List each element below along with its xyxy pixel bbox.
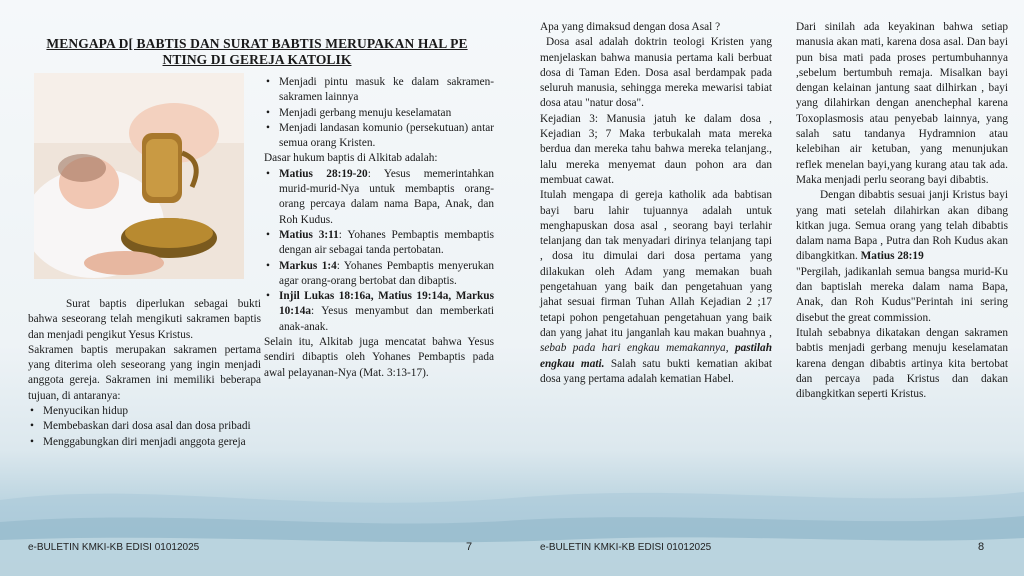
question-heading: Apa yang dimaksud dengan dosa Asal ? <box>540 21 721 33</box>
list-item <box>279 228 494 259</box>
list-item: • Menjadi pintu masuk ke dalam sakramen-sakramen lainnya <box>279 75 494 106</box>
list-item <box>279 167 494 228</box>
quote-italic: sebab pada hari engkau memakannya, <box>540 342 729 355</box>
list-item-text: : Yesus memerintahkan murid-murid-Nya untuk membaptis orang-orang percaya dalam nama Bapa, Anak, dan Roh Kudus. <box>279 167 494 226</box>
paragraph-text: Dengan dibabtis sesuai janji Kristus bayi yang mati setelah dilahirkan akan dibang kitkan juga. Semua orang yang telah dibabtis dalam nama Bapa , Putra dan Roh Kudus akan dibangkitkan. <box>796 189 1008 263</box>
scripture-reference: Matius 28:19 <box>860 250 924 263</box>
conclusion-paragraph: Itulah sebabnya dikatakan dengan sakramen babtis menjadi gerbang menuju keselamatan karena dengan dibabtis artinya kita bertobat dan percaya pada Kristus dan dakan dibangkitkan seperti Kristus. <box>796 326 1008 401</box>
list-item: • Menjadi gerbang menuju keselamatan <box>279 106 494 121</box>
list-item: • Membebaskan dari dosa asal dan dosa pribadi <box>43 419 261 434</box>
page-8 <box>512 0 1024 576</box>
great-commission-paragraph: "Pergilah, jadikanlah semua bangsa murid-Ku dan baptislah mereka dalam nama Bapa, Anak, dan Roh Kudus"Perintah ini sering disebut the great commission. <box>796 265 1008 324</box>
original-sin-paragraph: Dosa asal adalah doktrin teologi Kristen yang menjelaskan bahwa manusia pertama kali berbuat dosa di Taman Eden. Dosa asal berdampak pada seluruh manusia, sehingga mereka mewarisi tabiat dosa atau "natur dosa". <box>540 36 772 110</box>
list-item-text: : Yesus menyambut dan memberkati anak-anak. <box>279 305 494 333</box>
quote-bold-italic: pastilah engkau mati. <box>540 342 772 370</box>
intro-paragraph: Surat baptis diperlukan sebagai bukti bahwa seseorang telah mengikuti sakramen baptis dan menjadi pengikut Yesus Kristus. <box>28 298 261 341</box>
legal-basis-intro: Dasar hukum baptis di Alkitab adalah: <box>264 152 438 165</box>
left-column <box>540 20 772 387</box>
baby-baptism-photo <box>34 73 244 279</box>
paragraph-text: Itulah mengapa di gereja katholik ada babtisan bayi baru lahir tujuannya adalah untuk menghapuskan dosa asal , seorang bayi terlahir telanjang dan tak menyadari dirinya telanjang tapi , dosa itu dimulai dari dosa pertama yang dilakukan oleh Adam yang memakan buah pengetahuan yang baik dan pengetahuan yang jahat sesuai firman Tuhan Allah Kejadian 2 ;17 tetapi pohon pengetahuan pengetahuan yang baik dan yang jahat itu janganlah kau makan buahnya , <box>540 189 772 339</box>
right-column <box>264 75 494 381</box>
list-item <box>279 289 494 335</box>
footer-text: e-BULETIN KMKI-KB EDISI 01012025 <box>28 542 200 553</box>
scripture-reference: Matius 28:19-20 <box>279 167 368 180</box>
intro-column <box>28 297 261 450</box>
paragraph-text: Salah satu bukti kematian akibat dosa yang pertama adalah kematian Habel. <box>540 357 772 385</box>
list-item <box>279 259 494 290</box>
purpose-list-continued <box>264 75 494 151</box>
closing-paragraph: Selain itu, Alkitab juga mencatat bahwa Yesus sendiri dibaptis oleh Yohanes Pembaptis pada awal pelayanan-Nya (Mat. 3:13-17). <box>264 336 494 379</box>
scripture-reference: Injil Lukas 18:16a, Matius 19:14a, Markus 10:14a <box>279 290 494 318</box>
purpose-list <box>28 404 261 450</box>
scripture-reference: Markus 1:4 <box>279 259 337 272</box>
footer-text: e-BULETIN KMKI-KB EDISI 01012025 <box>540 542 712 553</box>
list-item: • Menjadi landasan komunio (persekutuan) antar semua orang Kristen. <box>279 121 494 152</box>
scripture-reference: Matius 3:11 <box>279 228 339 241</box>
article-title: MENGAPA D[ BABTIS DAN SURAT BABTIS MERUPAKAN HAL PE NTING DI GEREJA KATOLIK <box>46 36 468 67</box>
right-column <box>796 20 1008 402</box>
infant-baptism-paragraph <box>540 188 772 387</box>
legal-basis-list <box>264 167 494 335</box>
resurrection-paragraph <box>796 188 1008 264</box>
list-item-text: : Yohanes Pembaptis menyerukan agar orang-orang bertobat dan dibaptis. <box>279 259 495 287</box>
list-item-text: : Yohanes Pembaptis membaptis dengan air sebagai tanda pertobatan. <box>279 228 494 257</box>
mortality-paragraph: Dari sinilah ada keyakinan bahwa setiap manusia akan mati, karena dosa asal. Dan bayi pun bisa mati pada proses pertumbuhannya ,sebelum bertumbuh remaja. Misalkan bayi dengan kelainan jantung saat dilhirkan , bayi yang dilahirkan dengan anenchephal karena Toxoplasmosis atau penyebab lainnya, yang salah satu tandanya Hydramnion atau kelebihan air ketuban, yang menunjukan reflek menelan bayi,yang kurang atau tak ada. Maka menjadi perlu seorang bayi dibabtis. <box>796 21 1008 186</box>
page-number: 8 <box>978 541 985 553</box>
page-number: 7 <box>466 541 473 553</box>
list-item: • Menyucikan hidup <box>43 404 261 419</box>
sacrament-paragraph: Sakramen baptis merupakan sakramen pertama yang diterima oleh seseorang yang ingin menjadi anggota gereja. Sakramen ini memiliki beberapa tujuan, di antaranya: <box>28 343 261 402</box>
list-item: • Menggabungkan diri menjadi anggota gereja <box>43 435 261 450</box>
genesis-paragraph: Kejadian 3: Manusia jatuh ke dalam dosa , Kejadian 3; 7 Maka terbukalah mata mereka berdua dan mereka tahu bahwa mereka telanjang., lalu mereka menyemat daun pohon ara dan membuat cawat. <box>540 112 772 186</box>
